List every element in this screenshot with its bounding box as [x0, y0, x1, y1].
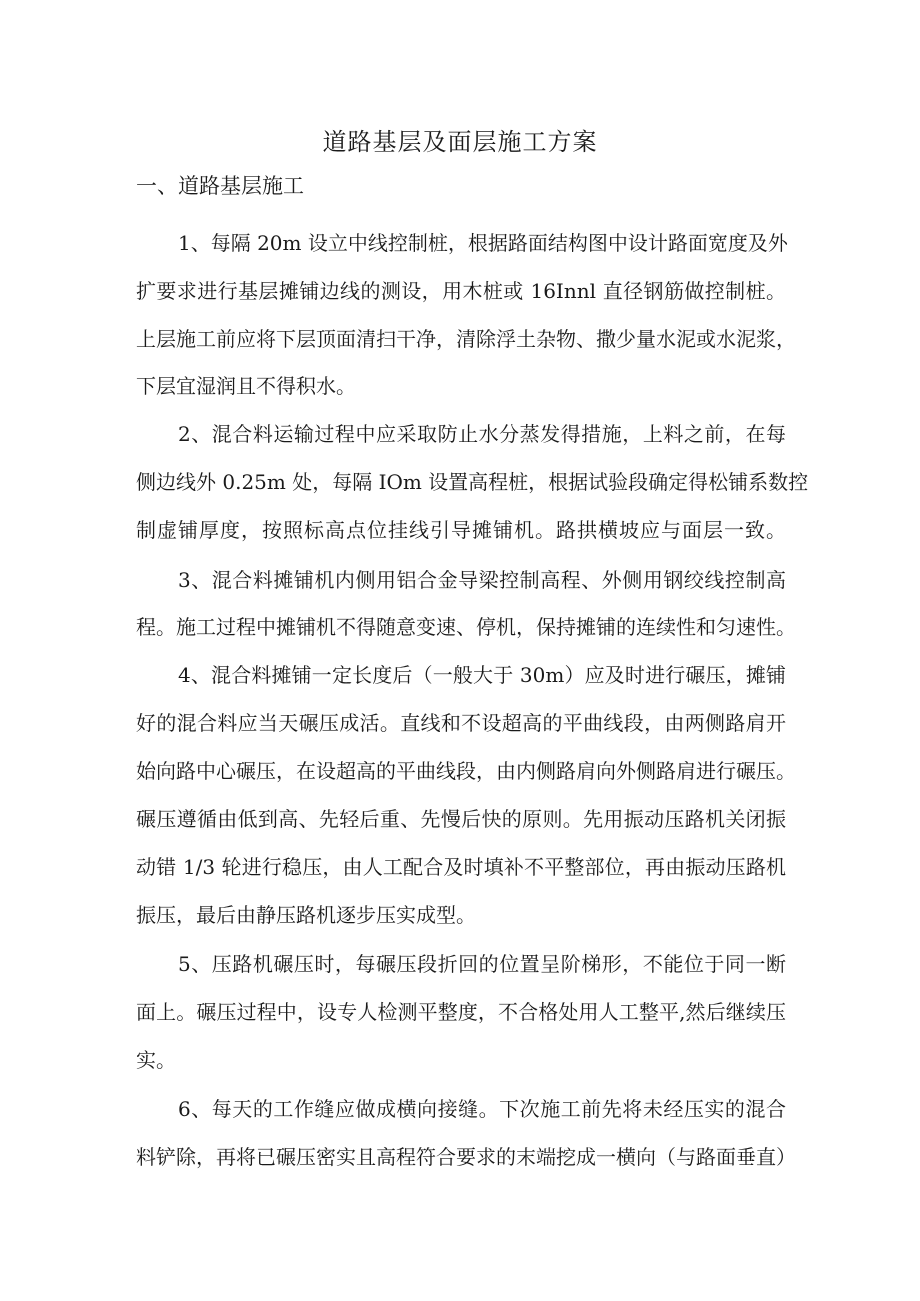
paragraph-line: 5、压路机碾压时，每碾压段折回的位置呈阶梯形，不能位于同一断: [178, 952, 786, 976]
paragraph-line: 实。: [136, 1048, 176, 1072]
paragraph-line: 侧边线外 0.25m 处，每隔 IOm 设置高程桩，根据试验段确定得松铺系数控: [136, 470, 809, 494]
paragraph-line: 振压，最后由静压路机逐步压实成型。: [136, 903, 476, 927]
paragraph-line: 扩要求进行基层摊铺边线的测设，用木桩或 16Innl 直径钢筋做控制桩。: [136, 279, 786, 303]
paragraph-line: 始向路中心碾压，在设超高的平曲线段，由内侧路肩向外侧路肩进行碾压。: [136, 759, 796, 783]
paragraph-line: 动错 1/3 轮进行稳压，由人工配合及时填补不平整部位，再由振动压路机: [136, 855, 786, 879]
section-heading: 一、道路基层施工: [136, 174, 304, 198]
paragraph-line: 3、混合料摊铺机内侧用铝合金导梁控制高程、外侧用钢绞线控制高: [178, 568, 786, 592]
paragraph-line: 面上。碾压过程中，设专人检测平整度，不合格处用人工整平,然后继续压: [136, 1000, 786, 1024]
paragraph-line: 上层施工前应将下层顶面清扫干净，清除浮土杂物、撒少量水泥或水泥浆，: [136, 327, 796, 351]
paragraph-line: 6、每天的工作缝应做成横向接缝。下次施工前先将未经压实的混合: [178, 1097, 786, 1121]
paragraph-line: 2、混合料运输过程中应采取防止水分蒸发得措施，上料之前，在每: [178, 422, 786, 446]
document-title: 道路基层及面层施工方案: [322, 128, 598, 156]
paragraph-line: 碾压遵循由低到高、先轻后重、先慢后快的原则。先用振动压路机关闭振: [136, 807, 786, 831]
paragraph-line: 程。施工过程中摊铺机不得随意变速、停机，保持摊铺的连续性和匀速性。: [136, 615, 796, 639]
paragraph-line: 料铲除，再将已碾压密实且高程符合要求的末端挖成一横向（与路面垂直）: [136, 1145, 796, 1169]
paragraph-line: 好的混合料应当天碾压成活。直线和不设超高的平曲线段，由两侧路肩开: [136, 711, 786, 735]
paragraph-line: 制虚铺厚度，按照标高点位挂线引导摊铺机。路拱横坡应与面层一致。: [136, 518, 786, 542]
paragraph-line: 1、每隔 20m 设立中线控制桩，根据路面结构图中设计路面宽度及外: [178, 231, 788, 255]
paragraph-line: 下层宜湿润且不得积水。: [136, 374, 356, 398]
paragraph-line: 4、混合料摊铺一定长度后（一般大于 30m）应及时进行碾压，摊铺: [178, 663, 786, 687]
